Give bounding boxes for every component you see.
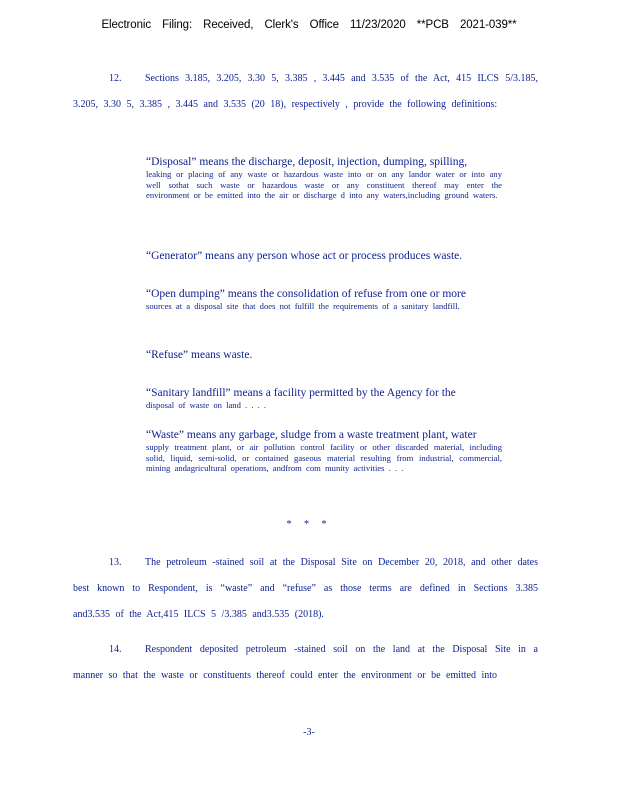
paragraph-14: [73, 637, 538, 689]
definition-disposal-body: leaking or placing of any waste or hazardous waste into or on any landor water or into any well sothat such waste or hazardous waste or any constituent thereof may enter the environment or be emitted into the air or discharge d into any waters,including ground waters.: [146, 169, 502, 200]
definition-open-dumping-lead: “Open dumping” means the consolidation of refuse from one or more: [146, 288, 466, 300]
definition-disposal-lead: “Disposal” means the discharge, deposit, injection, dumping, spilling,: [146, 156, 468, 168]
definition-waste-lead: “Waste” means any garbage, sludge from a waste treatment plant, water: [146, 429, 477, 441]
paragraph-12-number: 12.: [109, 73, 122, 84]
page-number: -3-: [303, 727, 315, 738]
paragraph-13-number: 13.: [109, 557, 122, 568]
paragraph-14-number: 14.: [109, 644, 122, 655]
section-separator: * * *: [286, 519, 332, 530]
definition-disposal: [146, 155, 502, 201]
filing-stamp-header: Electronic Filing: Received, Clerk's Office 11/23/2020 **PCB 2021-039**: [101, 19, 517, 31]
paragraph-13: [73, 550, 538, 628]
definition-open-dumping-body: sources at a disposal site that does not fulfill the requirements of a sanitary landfill.: [146, 301, 460, 311]
definition-sanitary-landfill: [146, 386, 502, 411]
definition-generator-lead: “Generator” means any person whose act or process produces waste.: [146, 250, 463, 262]
definition-sanitary-landfill-body: disposal of waste on land . . . .: [146, 400, 267, 410]
definition-sanitary-landfill-lead: “Sanitary landfill” means a facility permitted by the Agency for the: [146, 387, 456, 399]
definition-waste: [146, 428, 502, 474]
paragraph-12-text: Sections 3.185, 3.205, 3.30 5, 3.385 , 3.445 and 3.535 of the Act, 415 ILCS 5/3.185, 3.205, 3.30 5, 3.385 , 3.445 and 3.535 (20 18), respectively , provide the following definitions:: [73, 73, 538, 110]
paragraph-14-text: Respondent deposited petroleum -stained soil on the land at the Disposal Site in a manner so that the waste or constituents thereof could enter the environment or be emitted into: [73, 644, 538, 681]
definition-open-dumping: [146, 287, 502, 312]
definition-waste-body: supply treatment plant, or air pollution control facility or other discarded material, including solid, liquid, semi-solid, or contained gaseous material resulting from industrial, commercial, mining andagricultural operations, andfrom com munity activities . . .: [146, 442, 502, 473]
definition-generator: [146, 249, 502, 263]
paragraph-13-text: The petroleum -stained soil at the Disposal Site on December 20, 2018, and other dates best known to Respondent, is “waste” and “refuse” as those terms are defined in Sections 3.385 and3.535 of the Act,415 ILCS 5 /3.385 and3.535 (2018).: [73, 557, 538, 620]
definition-refuse-lead: “Refuse” means waste.: [146, 349, 253, 361]
definition-refuse: [146, 348, 502, 362]
paragraph-12: [73, 66, 538, 118]
